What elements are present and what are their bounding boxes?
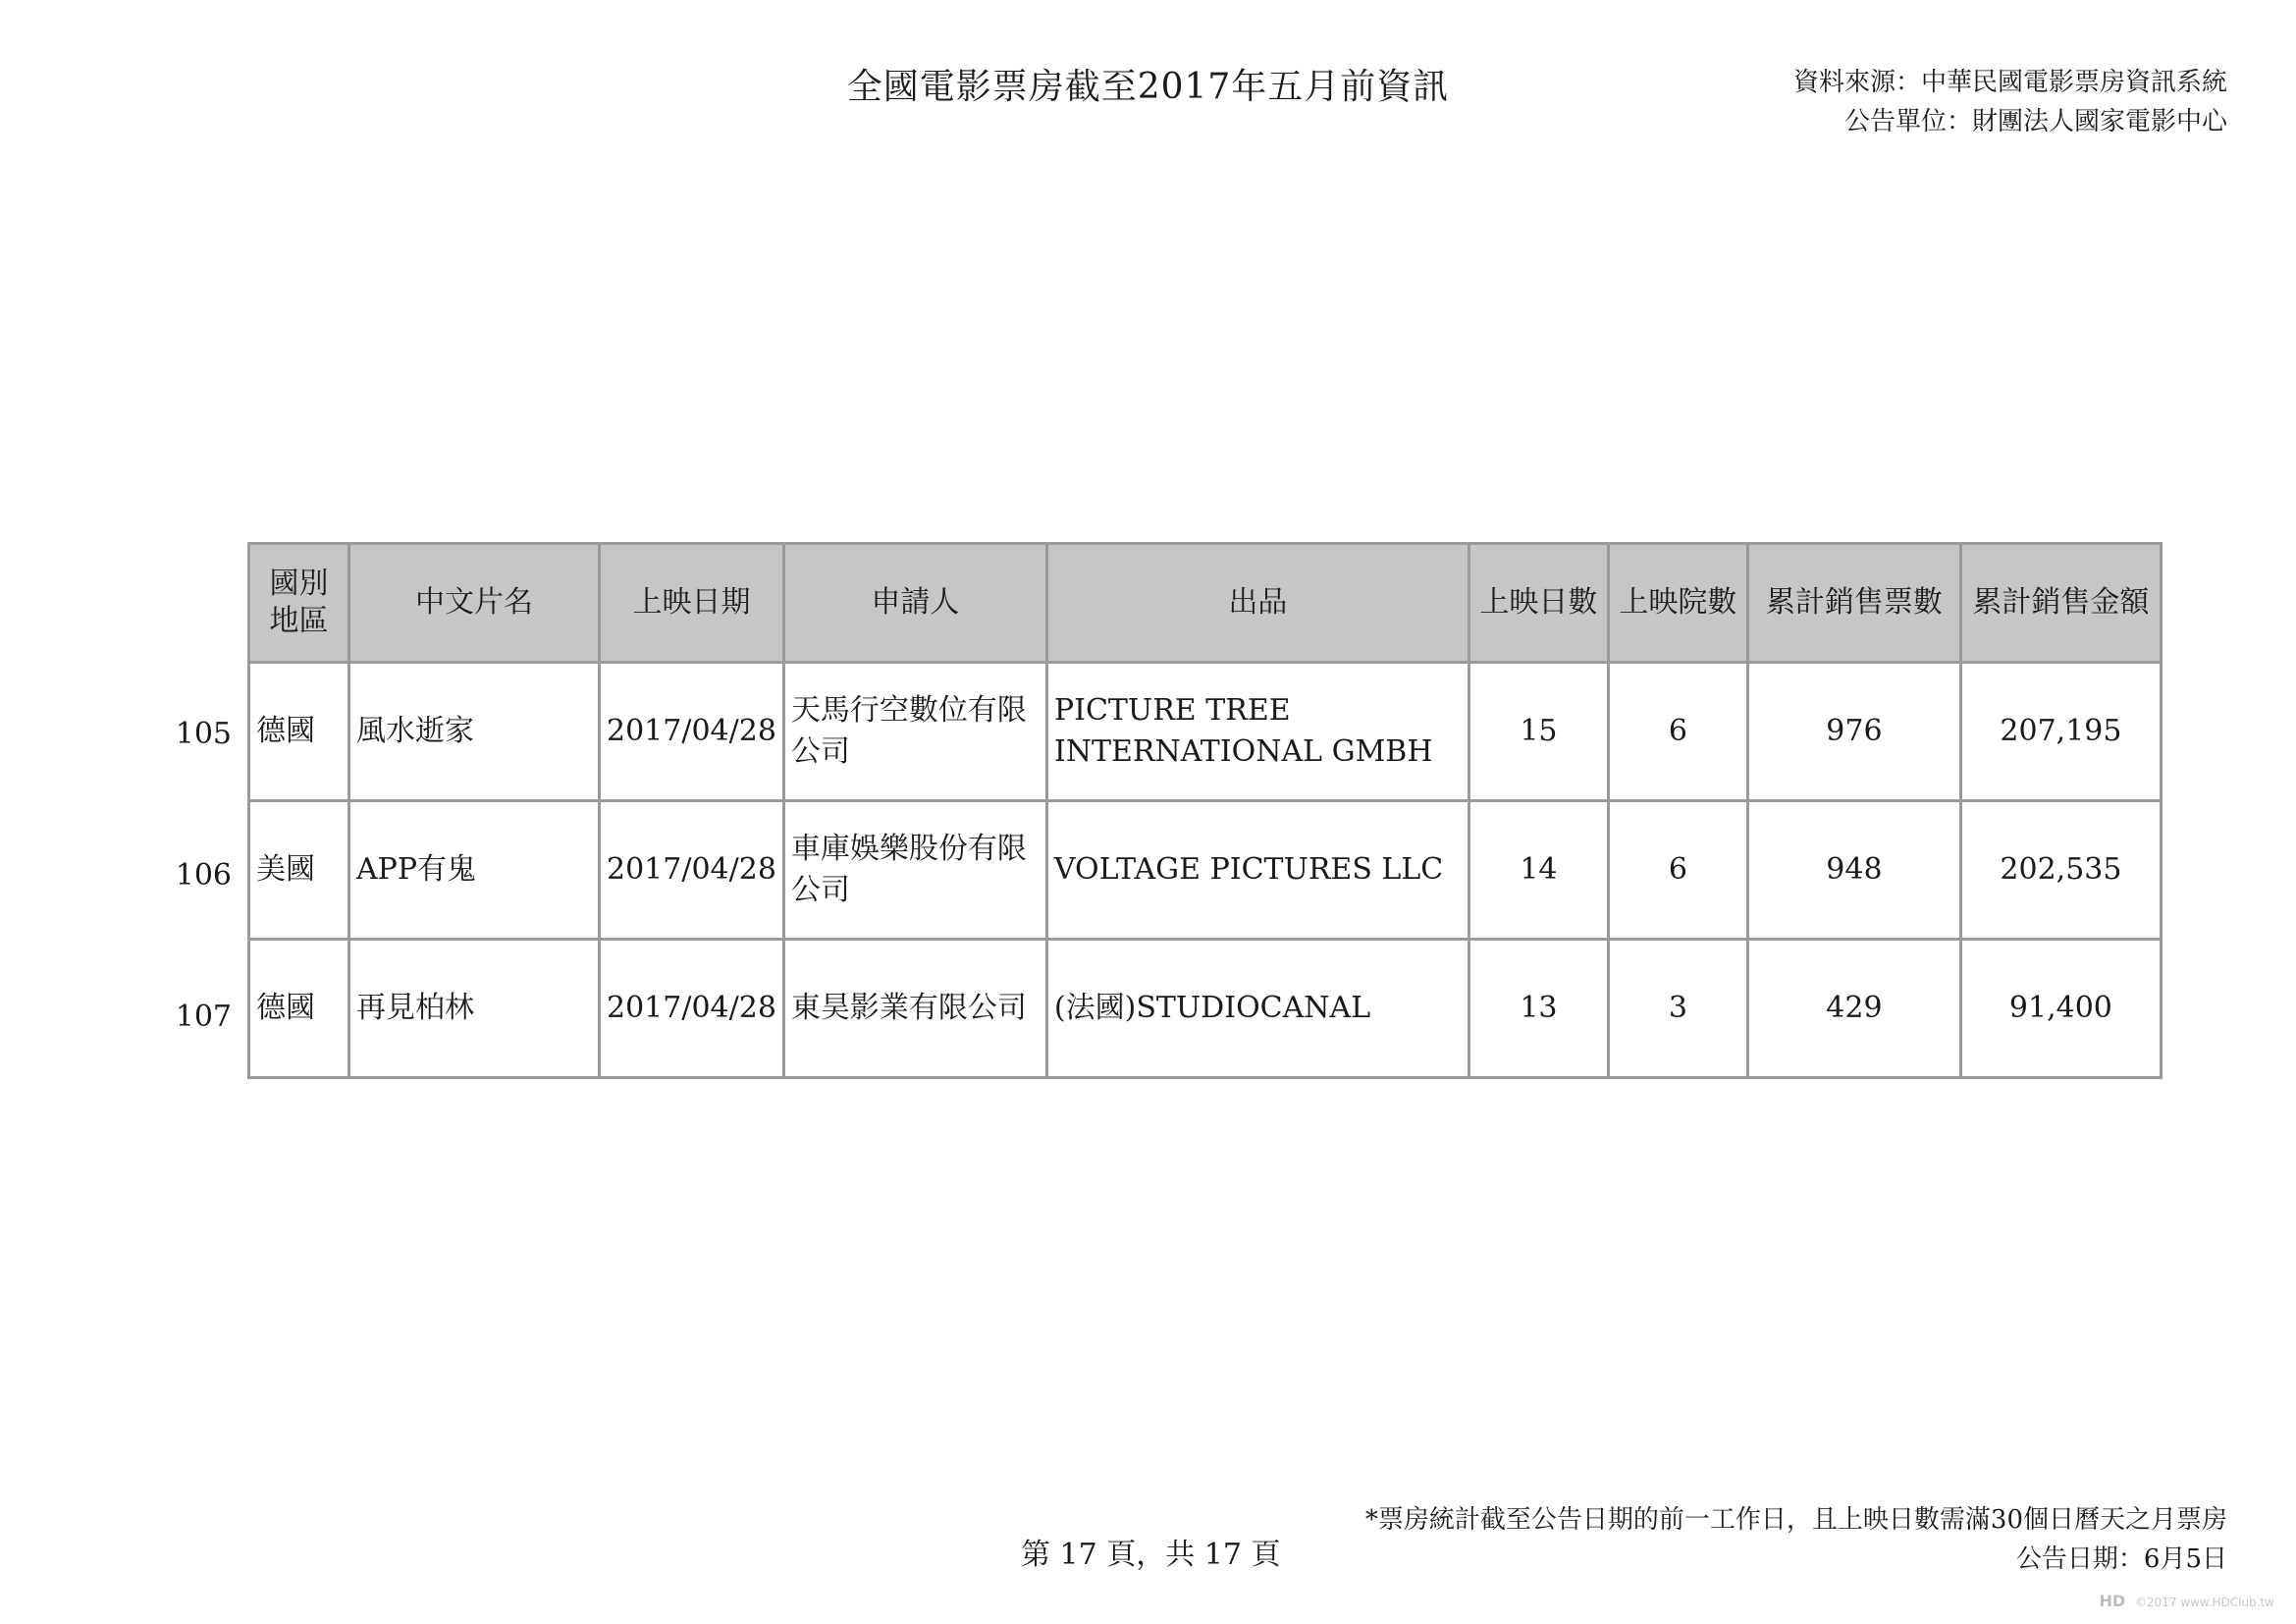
cell-country: 德國	[249, 940, 349, 1078]
cell-theaters: 3	[1608, 940, 1747, 1078]
col-header-producer: 出品	[1046, 544, 1468, 663]
col-header-country: 國別地區	[249, 544, 349, 663]
cell-applicant: 天馬行空數位有限公司	[783, 663, 1046, 801]
watermark	[2099, 1592, 2274, 1610]
cell-title: 風水逝家	[349, 663, 600, 801]
col-header-title: 中文片名	[349, 544, 600, 663]
page-number: 第 17 頁，共 17 頁	[1021, 1538, 1281, 1572]
watermark-text: ©2017 www.HDClub.tw	[2134, 1596, 2274, 1609]
cell-producer: PICTURE TREE INTERNATIONAL GMBH	[1046, 663, 1468, 801]
cell-applicant: 車庫娛樂股份有限公司	[783, 801, 1046, 940]
cell-release-date: 2017/04/28	[600, 940, 784, 1078]
data-source: 資料來源：中華民國電影票房資訊系統	[1792, 68, 2227, 97]
cell-tickets: 976	[1747, 663, 1960, 801]
publisher: 公告單位：財團法人國家電影中心	[1843, 107, 2227, 136]
page-title: 全國電影票房截至2017年五月前資訊	[846, 67, 1450, 107]
col-header-days: 上映日數	[1468, 544, 1608, 663]
cell-days: 14	[1468, 801, 1608, 940]
cell-country: 美國	[249, 801, 349, 940]
table-row	[249, 801, 2162, 940]
source-info	[1793, 63, 2227, 141]
row-number: 107	[175, 1000, 232, 1034]
box-office-table	[247, 542, 2163, 1079]
col-header-tickets: 累計銷售票數	[1747, 544, 1960, 663]
table-row	[249, 663, 2162, 801]
cell-tickets: 429	[1747, 940, 1960, 1078]
col-header-revenue: 累計銷售金額	[1960, 544, 2161, 663]
col-header-applicant: 申請人	[783, 544, 1046, 663]
cell-revenue: 202,535	[1960, 801, 2161, 940]
cell-days: 13	[1468, 940, 1608, 1078]
cell-days: 15	[1468, 663, 1608, 801]
cell-release-date: 2017/04/28	[600, 801, 784, 940]
table-row	[249, 940, 2162, 1078]
row-number: 106	[175, 858, 232, 893]
cell-applicant: 東昊影業有限公司	[783, 940, 1046, 1078]
cell-theaters: 6	[1608, 663, 1747, 801]
cell-producer: (法國)STUDIOCANAL	[1046, 940, 1468, 1078]
cell-title: APP有鬼	[349, 801, 600, 940]
table-header-row	[249, 544, 2162, 663]
cell-revenue: 207,195	[1960, 663, 2161, 801]
col-header-theaters: 上映院數	[1608, 544, 1747, 663]
watermark-logo-icon: HD	[2099, 1592, 2126, 1610]
cell-country: 德國	[249, 663, 349, 801]
footer-note	[1365, 1500, 2227, 1579]
row-number: 105	[175, 717, 232, 751]
cell-theaters: 6	[1608, 801, 1747, 940]
footnote: *票房統計截至公告日期的前一工作日，且上映日數需滿30個日曆天之月票房	[1364, 1505, 2227, 1535]
cell-release-date: 2017/04/28	[600, 663, 784, 801]
cell-revenue: 91,400	[1960, 940, 2161, 1078]
col-header-release-date: 上映日期	[600, 544, 784, 663]
cell-producer: VOLTAGE PICTURES LLC	[1046, 801, 1468, 940]
cell-tickets: 948	[1747, 801, 1960, 940]
cell-title: 再見柏林	[349, 940, 600, 1078]
announcement-date: 公告日期：6月5日	[2015, 1544, 2227, 1574]
